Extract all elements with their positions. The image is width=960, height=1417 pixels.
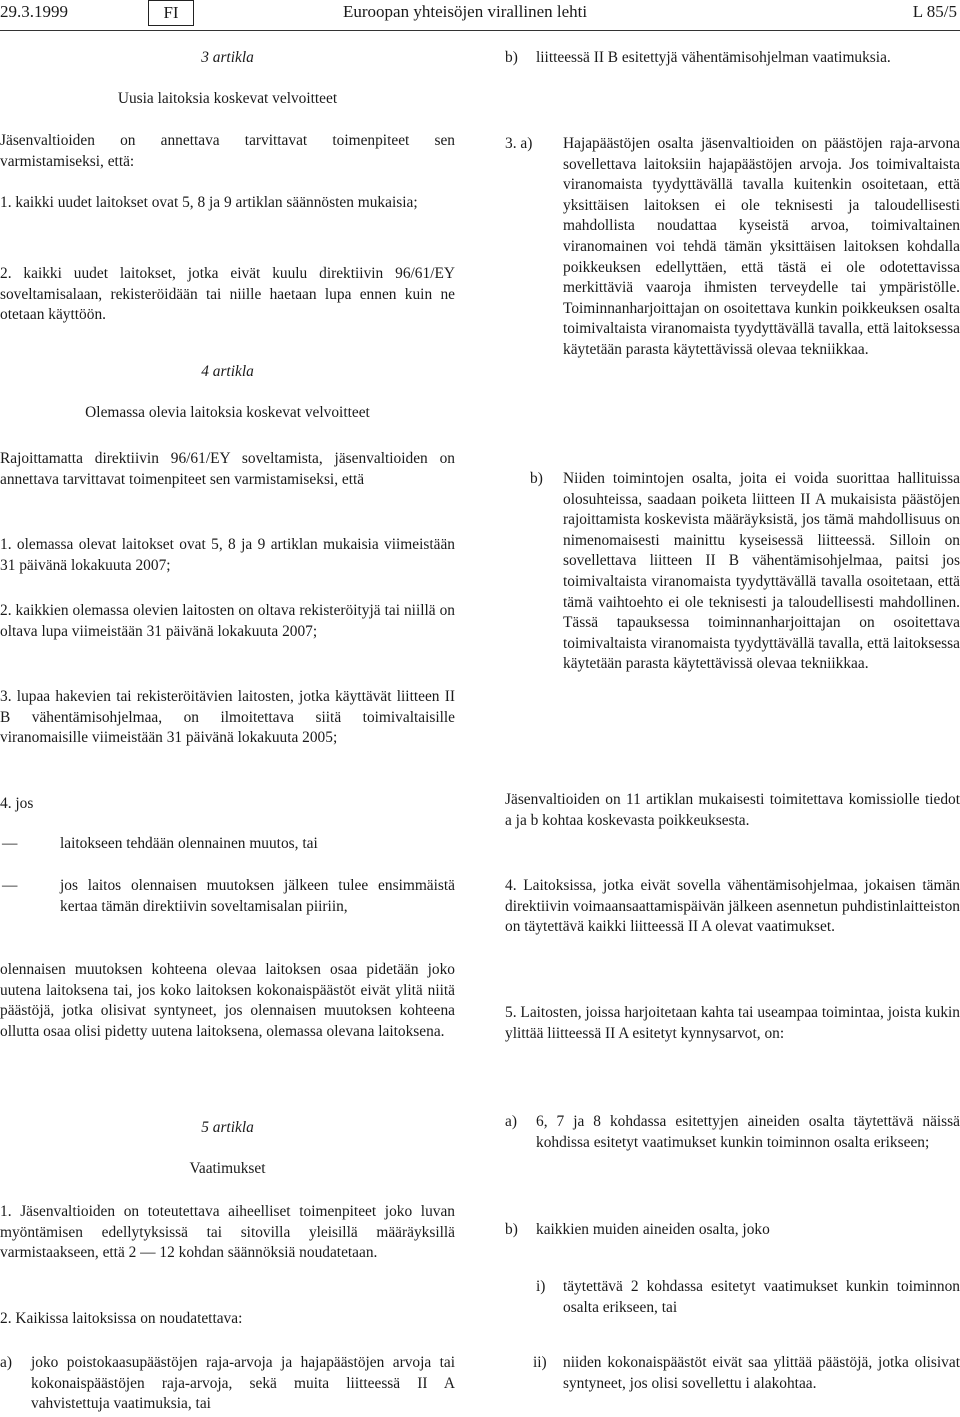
- article-5-point-5: 5. Laitosten, joissa harjoitetaan kahta tai useampaa toimintaa, joista kukin ylittää liitteessä II A esitetyt kynnysarvot, on:: [505, 1004, 960, 1042]
- item-text: Hajapäästöjen osalta jäsenvaltioiden on päästöjen raja-arvona sovellettava laitoksiin hajapäästöjen arvoja. Jos toimivaltaista viranomaista tyydyttävällä tavalla kuitenkin osoitetaan, että yksittäisen laitoksen ei ole teknisesti ja taloudellisesti mahdollista noudattaa kyseistä arvoa, toimivaltainen viranomainen voi tehdä tämän yksittäisen laitoksen kohdalla poikkeuksen edellyttäen, että tästä ei ole odotettavissa merkittäviä vaaroja ihmisten terveydelle tai ympäristölle. Toiminnanharjoittajan on osoitettava kunkin poikkeuksen osalta toimivaltaista viranomaista tyydyttävällä tavalla, että laitoksessa käytetään parasta käytettävissä olevaa tekniikkaa.: [563, 135, 960, 358]
- article-3-intro: Jäsenvaltioiden on annettava tarvittavat toimenpiteet sen varmistamiseksi, että:: [0, 132, 455, 170]
- item-label: a): [0, 1354, 12, 1371]
- article-4-point-4: 4. jos: [0, 795, 34, 812]
- article-3-point-2: 2. kaikki uudet laitokset, jotka eivät kuulu direktiivin 96/61/EY soveltamisalaan, rekisteröidään tai niille haetaan lupa ennen kuin ne otetaan käyttöön.: [0, 265, 455, 324]
- item-label: i): [536, 1278, 546, 1295]
- article-3-title: 3 artikla: [201, 49, 254, 66]
- article-4-point-2: 2. kaikkien olemassa olevien laitosten on oltava rekisteröityjä tai niillä on oltava lupa viimeistään 31 päivänä lokakuuta 2007;: [0, 602, 455, 640]
- item-text: 6, 7 ja 8 kohdassa esitettyjen aineiden osalta täytettävä näissä kohdissa esitetyt vaatimukset kunkin toiminnon osalta erikseen;: [536, 1113, 960, 1151]
- language-badge: FI: [148, 0, 194, 26]
- journal-title: Euroopan yhteisöjen virallinen lehti: [343, 2, 588, 21]
- item-text: täytettävä 2 kohdassa esitetyt vaatimukset kunkin toiminnon osalta erikseen, tai: [563, 1278, 960, 1316]
- article-4-point-1: 1. olemassa olevat laitokset ovat 5, 8 ja 9 artiklan mukaisia viimeistään 31 päivänä lokakuuta 2007;: [0, 536, 455, 574]
- page-header: [0, 0, 960, 30]
- article-4-title: 4 artikla: [201, 363, 254, 380]
- item-text: joko poistokaasupäästöjen raja-arvoja ja hajapäästöjen arvoja tai kokonaispäästöjen raja-arvoja, sekä muita liitteessä II A vahvistettuja vaatimuksia, tai: [31, 1354, 455, 1413]
- dash-marker: —: [2, 835, 18, 852]
- article-5-point-4: 4. Laitoksissa, jotka eivät sovella vähentämisohjelmaa, jokaisen tämän direktiivin voimaansaattamispäivän jälkeen asennetun puhdistinlaitteiston on täytettävä kaikki liitteessä II A olevat vaatimukset.: [505, 877, 960, 936]
- article-5-title: 5 artikla: [201, 1119, 254, 1136]
- page-number: L 85/5: [912, 2, 957, 21]
- dash-item-text: laitokseen tehdään olennainen muutos, tai: [60, 835, 318, 852]
- header-rule: [0, 30, 960, 31]
- item-label: 3. a): [505, 135, 533, 152]
- article-4-heading: Olemassa olevia laitoksia koskevat velvoitteet: [85, 404, 370, 421]
- article-3-heading: Uusia laitoksia koskevat velvoitteet: [117, 90, 338, 107]
- item-label: b): [505, 1221, 518, 1238]
- article-5-point-2: 2. Kaikissa laitoksissa on noudatettava:: [0, 1310, 243, 1327]
- item-label: b): [530, 470, 543, 487]
- article-4-point-4-continuation: olennaisen muutoksen kohteena olevaa laitoksen osaa pidetään joko uutena laitoksena tai, jos koko laitoksen kokonaispäästöt eivät ylitä niitä päästöjä, jotka olisivat syntyneet, jos olennaisen muutoksen kohteena ollutta osaa olisi pidetty uutena laitoksena, olemassa olevana laitoksena.: [0, 961, 455, 1040]
- article-5-point-3-tail: Jäsenvaltioiden on 11 artiklan mukaisesti toimitettava komissiolle tiedot a ja b kohtaa koskevasta poikkeuksesta.: [505, 791, 960, 829]
- article-5-point-1: 1. Jäsenvaltioiden on toteutettava aiheelliset toimenpiteet joko luvan myöntämisen edellytyksissä tai sitovilla yleisillä määräyksillä varmistaakseen, että 2 — 12 kohdan säännöksiä noudatetaan.: [0, 1203, 455, 1262]
- article-4-point-3: 3. lupaa hakevien tai rekisteröitävien laitosten, jotka käyttävät liitteen II B vähentämisohjelmaa, on ilmoitettava siitä toimivaltaisille viranomaisille viimeistään 31 päivänä lokakuuta 2005;: [0, 688, 455, 747]
- item-text: Niiden toimintojen osalta, joita ei voida suorittaa hallituissa olosuhteissa, saadaan poiketa liitteen II A mukaisista päästöjen rajoittamista koskevista määräyksistä, jos tämä mahdollisuus on nimenomaisesti mainittu kyseisessä liitteessä. Silloin on sovellettava liitteen II B vähentämisohjelmaa, paitsi jos toimivaltaista viranomaista tyydyttävällä tavalla osoitetaan, että tämä vaihtoehto ei ole teknisesti ja taloudellisesti mahdollinen. Tässä tapauksessa toiminnanharjoittajan on osoitettava toimivaltaista viranomaista tyydyttävällä tavalla, että laitoksessa käytetään parasta käytettävissä olevaa tekniikkaa.: [563, 470, 960, 673]
- article-4-intro: Rajoittamatta direktiivin 96/61/EY soveltamista, jäsenvaltioiden on annettava tarvittavat toimenpiteet sen varmistamiseksi, että: [0, 450, 455, 488]
- publication-date: 29.3.1999: [0, 2, 68, 21]
- item-label: ii): [533, 1354, 547, 1371]
- dash-item-text: jos laitos olennaisen muutoksen jälkeen tulee ensimmäistä kertaa tämän direktiivin soveltamisalan piiriin,: [60, 877, 455, 915]
- item-text: liitteessä II B esitettyjä vähentämisohjelman vaatimuksia.: [536, 49, 891, 66]
- item-label: b): [505, 49, 518, 66]
- item-text: kaikkien muiden aineiden osalta, joko: [536, 1221, 770, 1238]
- item-label: a): [505, 1113, 517, 1130]
- dash-marker: —: [2, 877, 18, 894]
- article-3-point-1: 1. kaikki uudet laitokset ovat 5, 8 ja 9 artiklan säännösten mukaisia;: [0, 194, 418, 211]
- item-text: niiden kokonaispäästöt eivät saa ylittää päästöjä, jotka olisivat syntyneet, jos olisi sovellettu i alakohtaa.: [563, 1354, 960, 1392]
- article-5-heading: Vaatimukset: [189, 1160, 266, 1177]
